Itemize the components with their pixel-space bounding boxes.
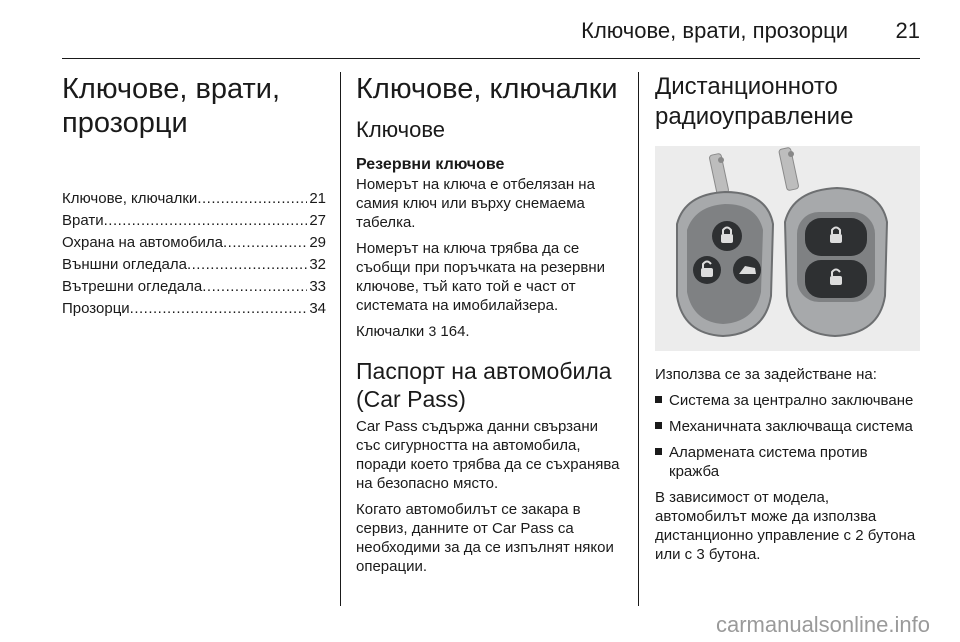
toc-leader bbox=[104, 210, 308, 232]
section-title: Ключове, ключалки bbox=[356, 73, 618, 105]
toc-item-page: 27 bbox=[309, 212, 326, 229]
toc-leader bbox=[187, 254, 307, 276]
toc-leader bbox=[130, 298, 308, 320]
used-for-text: Използва се за задействане на: bbox=[655, 366, 877, 383]
toc-item-title: Врати bbox=[62, 212, 104, 229]
toc-item-title: Външни огледала bbox=[62, 256, 187, 273]
toc-item[interactable] bbox=[62, 188, 326, 210]
toc-item[interactable] bbox=[62, 254, 326, 276]
page-header bbox=[62, 14, 920, 54]
locks-ref-page[interactable]: 164. bbox=[440, 323, 470, 340]
key-blade-icon bbox=[709, 153, 729, 195]
toc-item-title: Прозорци bbox=[62, 300, 130, 317]
reference-arrow-icon: 3 bbox=[428, 323, 437, 339]
locks-ref-text: Ключалки bbox=[356, 323, 425, 340]
closing-text: В зависимост от модела, автомобилът може да използва дистанционно управление с 2 бутона или с 3 бутона. bbox=[655, 489, 916, 563]
remote-keys-illustration bbox=[655, 146, 920, 351]
header-rule bbox=[62, 58, 920, 59]
subsection-title: Ключове bbox=[356, 117, 446, 142]
list-item-text: Механичната заключваща система bbox=[669, 418, 913, 435]
toc-item-page: 32 bbox=[309, 256, 326, 273]
list-item-text: Алармената система против кражба bbox=[669, 444, 868, 480]
three-button-remote-icon bbox=[677, 192, 773, 336]
chapter-title-line2: прозорци bbox=[62, 107, 188, 139]
car-pass-title bbox=[356, 357, 624, 413]
usage-list bbox=[655, 391, 920, 481]
car-pass-title-line2: (Car Pass) bbox=[356, 386, 466, 412]
toc-item[interactable] bbox=[62, 298, 326, 320]
watermark: carmanualsonline.info bbox=[715, 612, 930, 637]
list-item bbox=[655, 417, 920, 436]
toc-item-page: 34 bbox=[309, 300, 326, 317]
toc-item[interactable] bbox=[62, 210, 326, 232]
car-pass-title-line1: Паспорт на автомобила bbox=[356, 358, 612, 384]
toc-item-page: 21 bbox=[309, 190, 326, 207]
key-blade-icon bbox=[779, 147, 799, 191]
chapter-title bbox=[62, 72, 326, 140]
toc-leader bbox=[197, 188, 307, 210]
toc-leader bbox=[202, 276, 307, 298]
car-pass-paragraph-1: Car Pass съдържа данни свързани със сигурността на автомобила, поради което трябва да се съхранява на безопасно място. bbox=[356, 418, 620, 492]
remote-keys-image bbox=[655, 146, 920, 351]
list-item bbox=[655, 391, 920, 410]
spare-keys-paragraph-1: Номерът на ключа е отбелязан на самия ключ или върху снемаема табелка. bbox=[356, 176, 595, 231]
toc-item-title: Охрана на автомобила bbox=[62, 234, 224, 251]
toc-item-page: 33 bbox=[309, 278, 326, 295]
locks-reference bbox=[356, 322, 624, 341]
spare-keys-paragraph-2: Номерът на ключа трябва да се съобщи при поръчката на резервни ключове, тъй като той е част от системата на имобилайзера. bbox=[356, 240, 605, 314]
toc-item[interactable] bbox=[62, 232, 326, 254]
toc-item-title: Ключове, ключалки bbox=[62, 190, 198, 207]
right-column bbox=[655, 72, 920, 571]
chapter-title-line1: Ключове, врати, bbox=[62, 73, 281, 105]
spare-keys-heading: Резервни ключове bbox=[356, 156, 505, 173]
column-divider bbox=[638, 72, 639, 606]
left-column bbox=[62, 72, 326, 320]
bullet-square-icon bbox=[655, 422, 662, 429]
header-title: Ключове, врати, прозорци bbox=[581, 18, 848, 43]
toc-item-title: Вътрешни огледала bbox=[62, 278, 203, 295]
list-item bbox=[655, 443, 920, 481]
bullet-square-icon bbox=[655, 396, 662, 403]
bullet-square-icon bbox=[655, 448, 662, 455]
toc-item-page: 29 bbox=[309, 234, 326, 251]
remote-title-line1: Дистанционното bbox=[655, 73, 838, 100]
page-number: 21 bbox=[895, 18, 920, 43]
column-divider bbox=[340, 72, 341, 606]
car-pass-paragraph-2: Когато автомобилът се закара в сервиз, данните от Car Pass са необходими за да се изпълнят някои операции. bbox=[356, 501, 614, 575]
toc-leader bbox=[223, 232, 307, 254]
remote-control-title bbox=[655, 72, 920, 132]
list-item-text: Система за централно заключване bbox=[669, 392, 914, 409]
table-of-contents bbox=[62, 188, 326, 320]
middle-column bbox=[356, 72, 624, 583]
two-button-remote-icon bbox=[785, 188, 887, 336]
remote-title-line2: радиоуправление bbox=[655, 103, 854, 130]
toc-item[interactable] bbox=[62, 276, 326, 298]
